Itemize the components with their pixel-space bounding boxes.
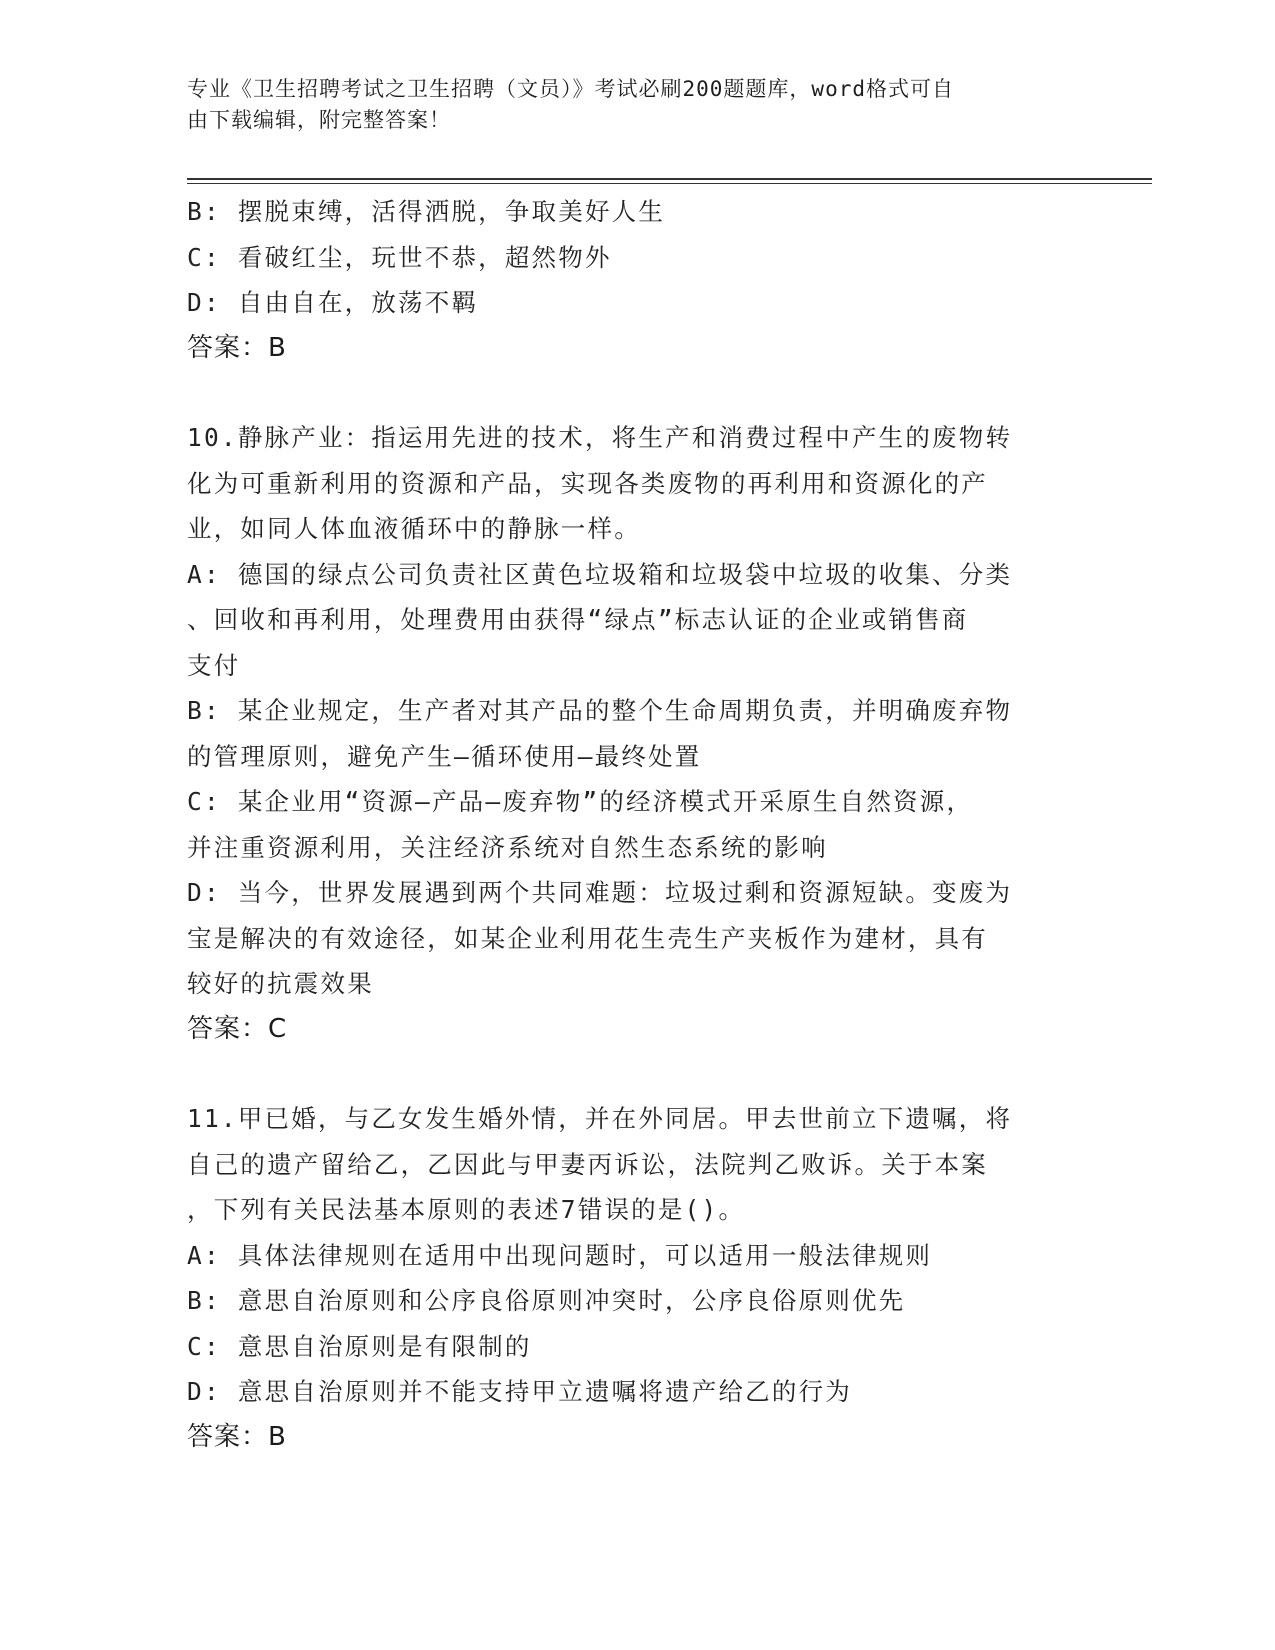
header-divider-thin: [187, 183, 1152, 184]
document-body: [187, 189, 1072, 1460]
question-stem: [187, 415, 1072, 552]
answer: 答案：B: [187, 332, 287, 363]
option-c: C: 意思自治原则是有限制的: [187, 1331, 532, 1361]
option-line: C: 某企业用“资源—产品—废弃物”的经济模式开采原生自然资源，: [187, 787, 974, 816]
option-a: [187, 552, 1072, 689]
option-b: B: 意思自治原则和公序良俗原则冲突时，公序良俗原则优先: [187, 1286, 906, 1315]
option-d: [187, 870, 1072, 1007]
answer: 答案：C: [187, 1013, 288, 1044]
header-line-2: 由下载编辑，附完整答案！: [187, 108, 451, 132]
question-11: [187, 1096, 1072, 1460]
option-line: B: 某企业规定，生产者对其产品的整个生命周期负责，并明确废弃物: [187, 696, 1013, 725]
document-header: [187, 74, 1067, 136]
option-line: A: 德国的绿点公司负责社区黄色垃圾箱和垃圾袋中垃圾的收集、分类: [187, 559, 1013, 589]
answer: 答案：B: [187, 1421, 287, 1452]
stem-line: 10.静脉产业：指运用先进的技术，将生产和消费过程中产生的废物转: [187, 423, 1013, 452]
question-stem: [187, 1096, 1072, 1233]
stem-line: 自己的遗产留给乙，乙因此与甲妻丙诉讼，法院判乙败诉。关于本案: [187, 1149, 988, 1179]
option-a: A: 具体法律规则在适用中出现问题时，可以适用一般法律规则: [187, 1240, 933, 1270]
option-line: 的管理原则，避免产生—循环使用—最终处置: [187, 741, 702, 771]
option-d: D: 意思自治原则并不能支持甲立遗嘱将遗产给乙的行为: [187, 1377, 852, 1406]
option-b: B: 摆脱束缚，活得洒脱，争取美好人生: [187, 197, 666, 226]
spacer: [187, 371, 1072, 415]
stem-line: ，下列有关民法基本原则的表述7错误的是()。: [187, 1195, 746, 1224]
header-line-1: 专业《卫生招聘考试之卫生招聘（文员）》考试必刷200题题库，word格式可自: [187, 77, 954, 101]
stem-line: 11.甲已婚，与乙女发生婚外情，并在外同居。甲去世前立下遗嘱，将: [187, 1104, 1013, 1133]
question-10: [187, 415, 1072, 1052]
stem-line: 化为可重新利用的资源和产品，实现各类废物的再利用和资源化的产: [187, 468, 988, 498]
option-line: 较好的抗震效果: [187, 969, 374, 998]
option-line: 宝是解决的有效途径，如某企业利用花生壳生产夹板作为建材，具有: [187, 923, 988, 953]
stem-line: 业，如同人体血液循环中的静脉一样。: [187, 514, 641, 543]
option-b: [187, 688, 1072, 779]
option-line: 并注重资源利用，关注经济系统对自然生态系统的影响: [187, 832, 828, 862]
option-line: D: 当今，世界发展遇到两个共同难题：垃圾过剩和资源短缺。变废为: [187, 878, 1013, 907]
option-line: 、回收和再利用，处理费用由获得“绿点”标志认证的企业或销售商: [187, 605, 969, 634]
option-line: 支付: [187, 650, 241, 680]
question-9-continued: [187, 189, 1072, 371]
option-c: C: 看破红尘，玩世不恭，超然物外: [187, 242, 612, 272]
option-d: D: 自由自在，放荡不羁: [187, 288, 479, 317]
option-c: [187, 779, 1072, 870]
header-divider-thick: [187, 178, 1152, 180]
spacer: [187, 1052, 1072, 1096]
